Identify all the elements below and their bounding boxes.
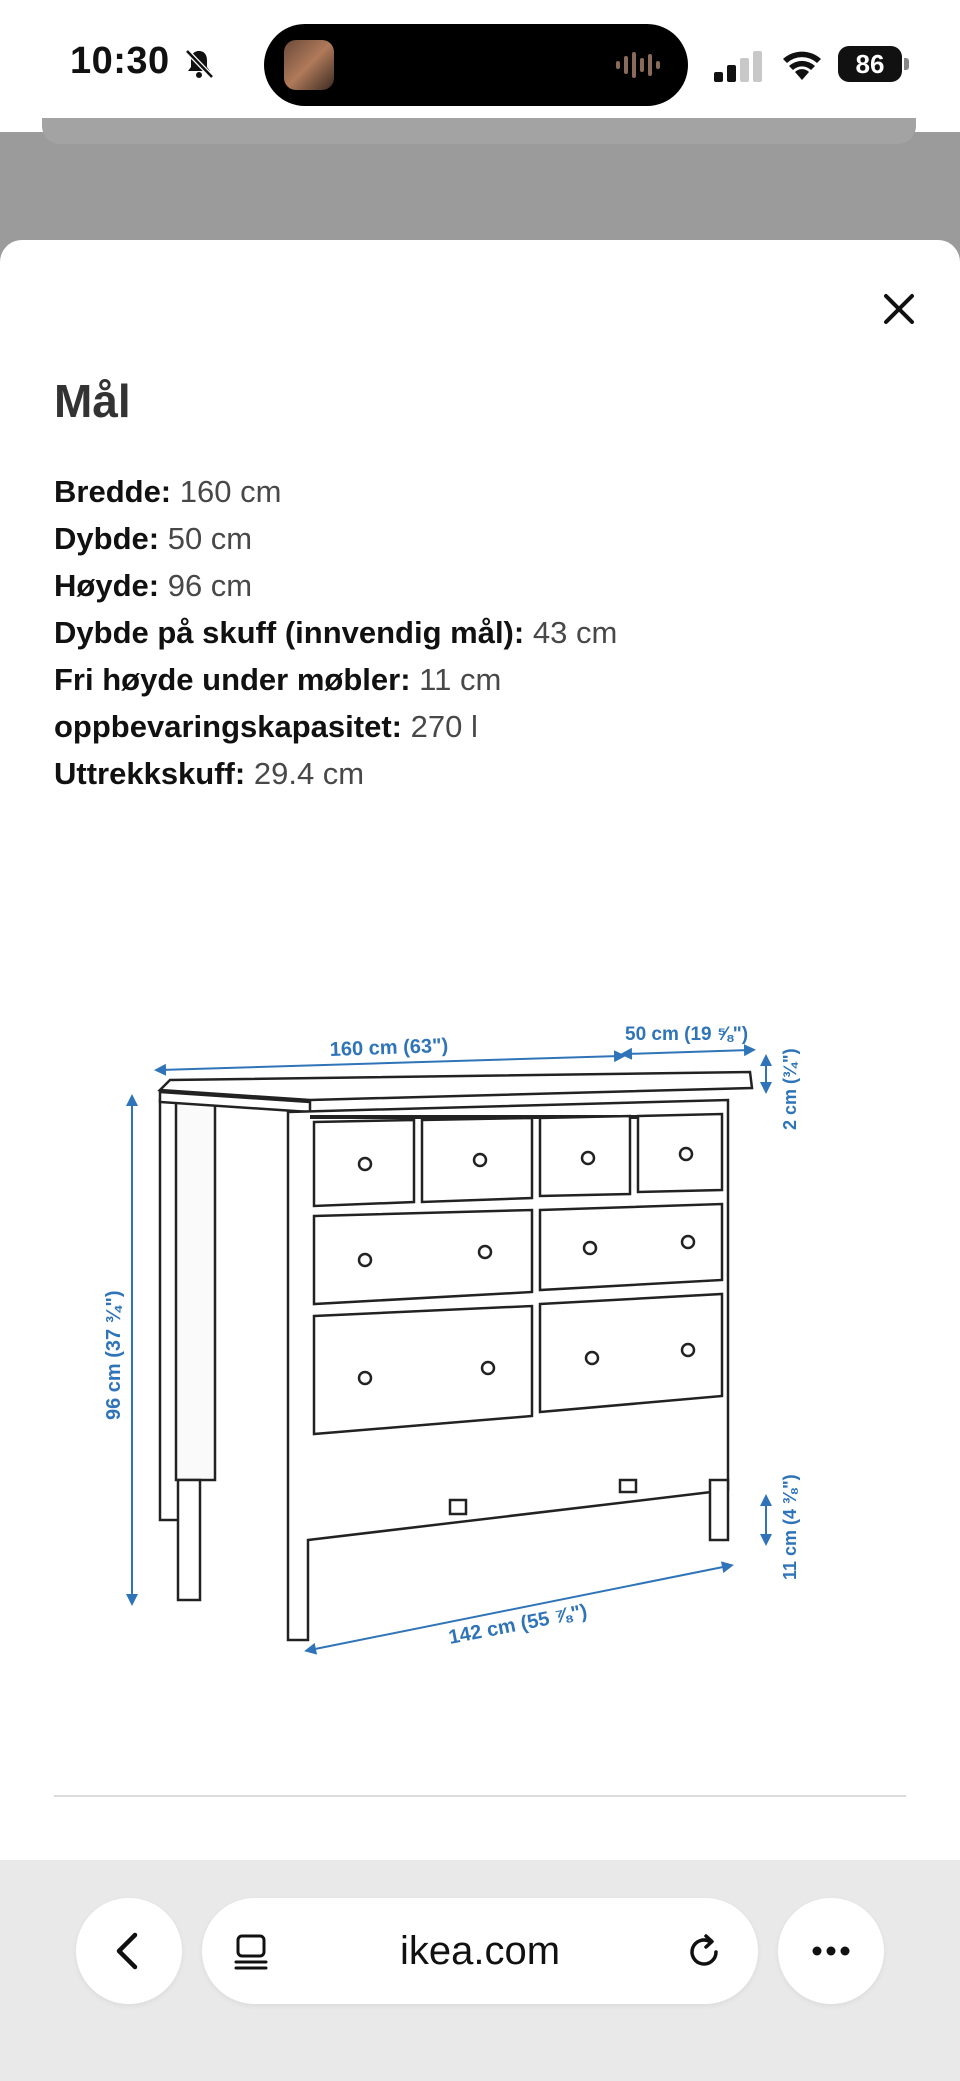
status-time: 10:30 <box>70 40 170 82</box>
address-bar[interactable] <box>202 1898 758 2004</box>
spec-depth <box>54 515 617 562</box>
spec-label: Dybde på skuff (innvendig mål): <box>54 615 525 650</box>
spec-value: 50 cm <box>167 521 253 556</box>
dimension-drawing <box>60 860 910 1680</box>
depth-label: 50 cm (19 ⅝") <box>625 1024 749 1045</box>
inner-width-label: 142 cm (55 ⅞") <box>446 1600 590 1649</box>
signal-icon <box>712 50 764 82</box>
audio-wave-icon <box>614 50 666 80</box>
background-card <box>42 118 916 144</box>
now-playing-artwork <box>284 40 334 90</box>
page-title: Mål <box>54 375 131 427</box>
height-label: 96 cm (37 ¾") <box>103 1290 125 1420</box>
spec-height <box>54 562 617 609</box>
spec-label: Uttrekkskuff: <box>54 756 246 791</box>
spec-label: oppbevaringskapasitet: <box>54 709 402 744</box>
spec-label: Bredde: <box>54 474 172 509</box>
more-button[interactable] <box>778 1898 884 2004</box>
browser-toolbar <box>0 1860 960 2081</box>
spec-label: Fri høyde under møbler: <box>54 662 411 697</box>
spec-value: 96 cm <box>167 568 253 603</box>
wifi-icon <box>780 46 824 82</box>
width-label: 160 cm (63") <box>329 1034 449 1061</box>
spec-value: 11 cm <box>419 662 502 697</box>
top-thickness-label: 2 cm (¾") <box>780 1048 800 1130</box>
back-chevron-icon <box>103 1925 155 1977</box>
background-page <box>0 132 960 240</box>
reload-icon[interactable] <box>682 1930 726 1974</box>
spec-clearance <box>54 656 617 703</box>
spec-label: Dybde: <box>54 521 160 556</box>
spec-list <box>54 468 617 797</box>
spec-drawer-depth <box>54 609 617 656</box>
spec-drawer-pullout <box>54 750 617 797</box>
leg-height-label: 11 cm (4 ⅜") <box>780 1474 800 1580</box>
battery-icon <box>838 46 910 84</box>
dynamic-island[interactable] <box>264 24 688 106</box>
spec-value: 160 cm <box>179 474 282 509</box>
more-icon <box>805 1925 857 1977</box>
close-icon[interactable] <box>874 284 924 334</box>
spec-capacity <box>54 703 617 750</box>
dimensions-sheet <box>0 240 960 1860</box>
battery-level: 86 <box>855 49 885 79</box>
back-button[interactable] <box>76 1898 182 2004</box>
url-text: ikea.com <box>399 1929 561 1973</box>
spec-width <box>54 468 617 515</box>
spec-label: Høyde: <box>54 568 160 603</box>
spec-value: 29.4 cm <box>253 756 365 791</box>
bell-slash-icon <box>182 47 216 81</box>
divider <box>54 1795 906 1797</box>
spec-value: 270 l <box>410 709 478 744</box>
spec-value: 43 cm <box>532 615 618 650</box>
status-bar <box>0 0 960 132</box>
dresser-illustration <box>160 1072 752 1640</box>
